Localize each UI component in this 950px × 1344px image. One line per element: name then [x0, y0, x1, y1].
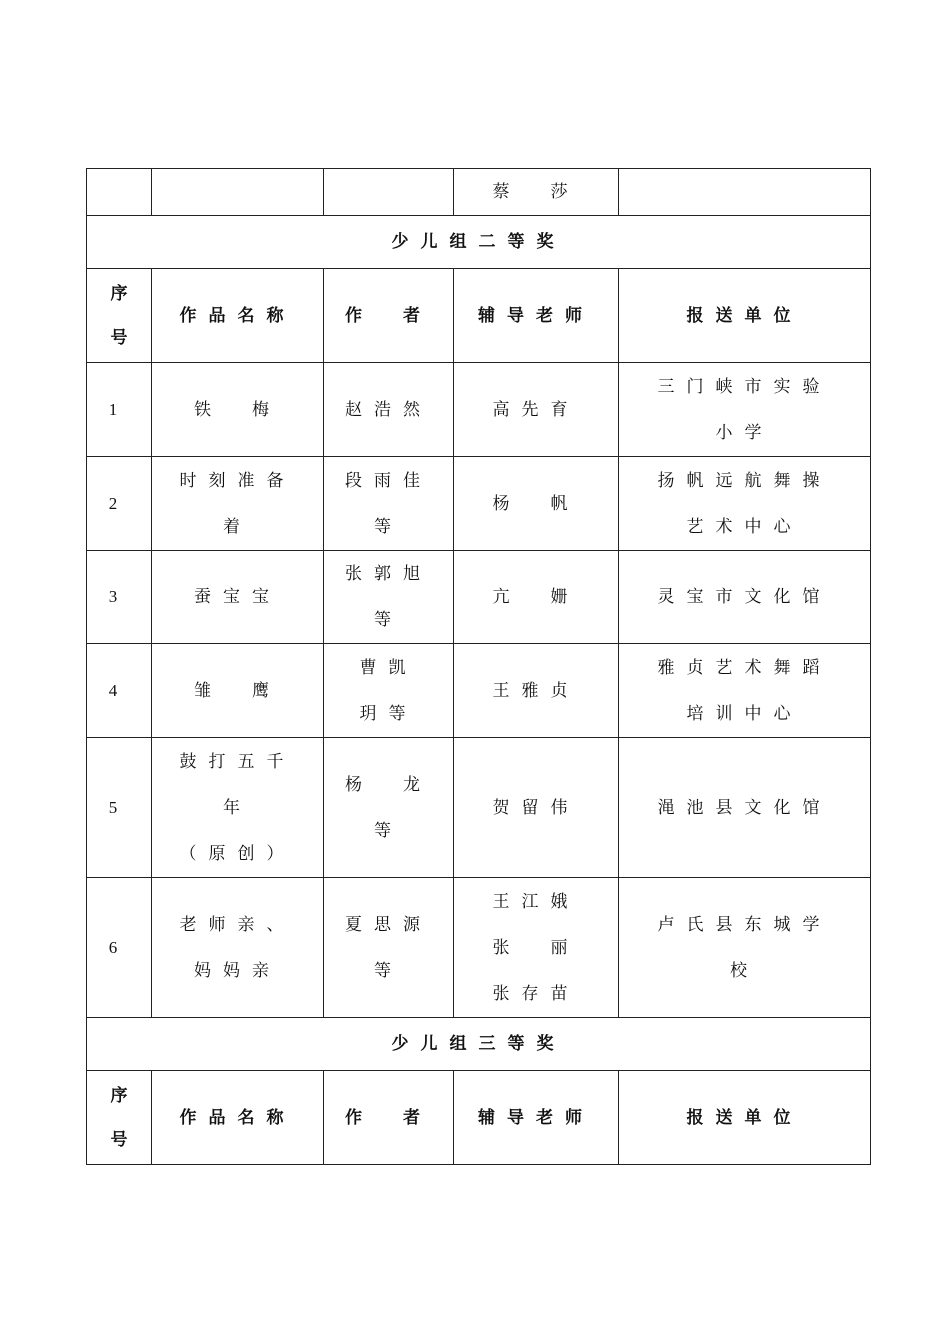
- cell-work-line: 老师亲、: [179, 914, 296, 935]
- header-teacher: 辅导老师: [454, 1071, 619, 1165]
- cell-author-line: 等: [374, 610, 403, 630]
- cell-teacher: [454, 738, 619, 878]
- table-row: [87, 878, 871, 1018]
- table-row: [87, 551, 871, 644]
- cell-author-line: 等: [374, 960, 403, 981]
- header-work: 作品名称: [152, 269, 324, 363]
- section-title: 少儿组二等奖: [87, 216, 871, 269]
- cell-work-line: 年: [223, 797, 252, 818]
- header-teacher: 辅导老师: [454, 269, 619, 363]
- header-row: [87, 269, 871, 363]
- cell-author: [324, 169, 454, 216]
- cell-teacher-line: 王江娥: [492, 891, 580, 912]
- cell-author: [324, 363, 454, 457]
- cell-author: [324, 878, 454, 1018]
- cell-author-line: 夏思源: [345, 914, 432, 935]
- cell-author-line: 杨 龙: [345, 774, 432, 795]
- cell-work-line: 着: [223, 516, 252, 537]
- cell-num: 2: [87, 457, 152, 551]
- cell-author: [324, 644, 454, 738]
- header-unit: 报送单位: [619, 1071, 871, 1165]
- table-row: [87, 363, 871, 457]
- cell-work: [152, 738, 324, 878]
- header-author: 作 者: [324, 1071, 454, 1165]
- cell-teacher-line: 亢 姗: [492, 587, 580, 607]
- cell-teacher: [454, 457, 619, 551]
- cell-work-line: 雏 鹰: [194, 680, 281, 701]
- cell-unit-line: 小学: [715, 422, 774, 443]
- cell-work: [152, 644, 324, 738]
- cell-teacher: [454, 363, 619, 457]
- cell-author: [324, 738, 454, 878]
- cell-work: [152, 878, 324, 1018]
- cell-teacher-line: 王雅贞: [492, 680, 580, 701]
- section-title-row: [87, 1018, 871, 1071]
- cell-num: 4: [87, 644, 152, 738]
- table-row: [87, 457, 871, 551]
- table-row: [87, 644, 871, 738]
- cell-work-line: （原创）: [179, 843, 296, 864]
- cell-unit-line: 培训中心: [686, 703, 803, 724]
- cell-unit: [619, 738, 871, 878]
- cell-author-line: 张郭旭: [345, 564, 432, 584]
- cell-unit: [619, 169, 871, 216]
- cell-unit: [619, 644, 871, 738]
- cell-author: [324, 457, 454, 551]
- cell-work: [152, 169, 324, 216]
- table-row: [87, 738, 871, 878]
- cell-unit-line: 雅贞艺术舞蹈: [657, 657, 832, 678]
- cell-num: 5: [87, 738, 152, 878]
- cell-unit-line: 艺术中心: [686, 516, 803, 537]
- cell-author-line: 等: [374, 516, 403, 537]
- cell-teacher: [454, 878, 619, 1018]
- cell-unit-line: 扬帆远航舞操: [657, 470, 832, 491]
- cell-num: 3: [87, 551, 152, 644]
- cell-work-line: 时刻准备: [179, 470, 296, 491]
- cell-teacher: 蔡 莎: [454, 169, 619, 216]
- cell-work-line: 铁 梅: [194, 399, 281, 420]
- cell-teacher-line: 高先育: [492, 399, 580, 420]
- cell-work-line: 鼓打五千: [179, 751, 296, 772]
- cell-num: [87, 169, 152, 216]
- header-seq: 序 号: [87, 269, 152, 363]
- cell-teacher-line: 张存苗: [492, 983, 580, 1004]
- cell-work: [152, 551, 324, 644]
- cell-unit-line: 渑池县文化馆: [657, 797, 832, 818]
- header-seq: 序 号: [87, 1071, 152, 1165]
- section-title: 少儿组三等奖: [87, 1018, 871, 1071]
- awards-table: [86, 168, 871, 1165]
- cell-author: [324, 551, 454, 644]
- cell-author-line: 玥等: [359, 703, 418, 724]
- header-row: [87, 1071, 871, 1165]
- cell-work-line: 蚕宝宝: [194, 587, 281, 607]
- cell-unit: [619, 551, 871, 644]
- cell-author-line: 等: [374, 820, 403, 841]
- cell-unit-line: 校: [730, 960, 759, 981]
- header-author: 作 者: [324, 269, 454, 363]
- cell-work-line: 妈妈亲: [194, 960, 281, 981]
- cell-unit: [619, 363, 871, 457]
- section-title-row: [87, 216, 871, 269]
- cell-num: 6: [87, 878, 152, 1018]
- cell-work: [152, 457, 324, 551]
- cell-unit-line: 灵宝市文化馆: [657, 587, 832, 607]
- cell-unit-line: 卢氏县东城学: [657, 914, 832, 935]
- cell-teacher-line: 张 丽: [492, 937, 580, 958]
- header-unit: 报送单位: [619, 269, 871, 363]
- cell-num: 1: [87, 363, 152, 457]
- cell-work: [152, 363, 324, 457]
- cell-author-line: 赵浩然: [345, 399, 432, 420]
- continuation-row: [87, 169, 871, 216]
- cell-teacher: [454, 644, 619, 738]
- cell-teacher-line: 杨 帆: [492, 493, 580, 514]
- cell-unit: [619, 457, 871, 551]
- cell-teacher-line: 贺留伟: [492, 797, 580, 818]
- cell-unit: [619, 878, 871, 1018]
- award-rows: [87, 363, 871, 1018]
- cell-teacher: [454, 551, 619, 644]
- header-work: 作品名称: [152, 1071, 324, 1165]
- cell-author-line: 段雨佳: [345, 470, 432, 491]
- cell-unit-line: 三门峡市实验: [657, 376, 832, 397]
- cell-author-line: 曹凯: [359, 657, 418, 678]
